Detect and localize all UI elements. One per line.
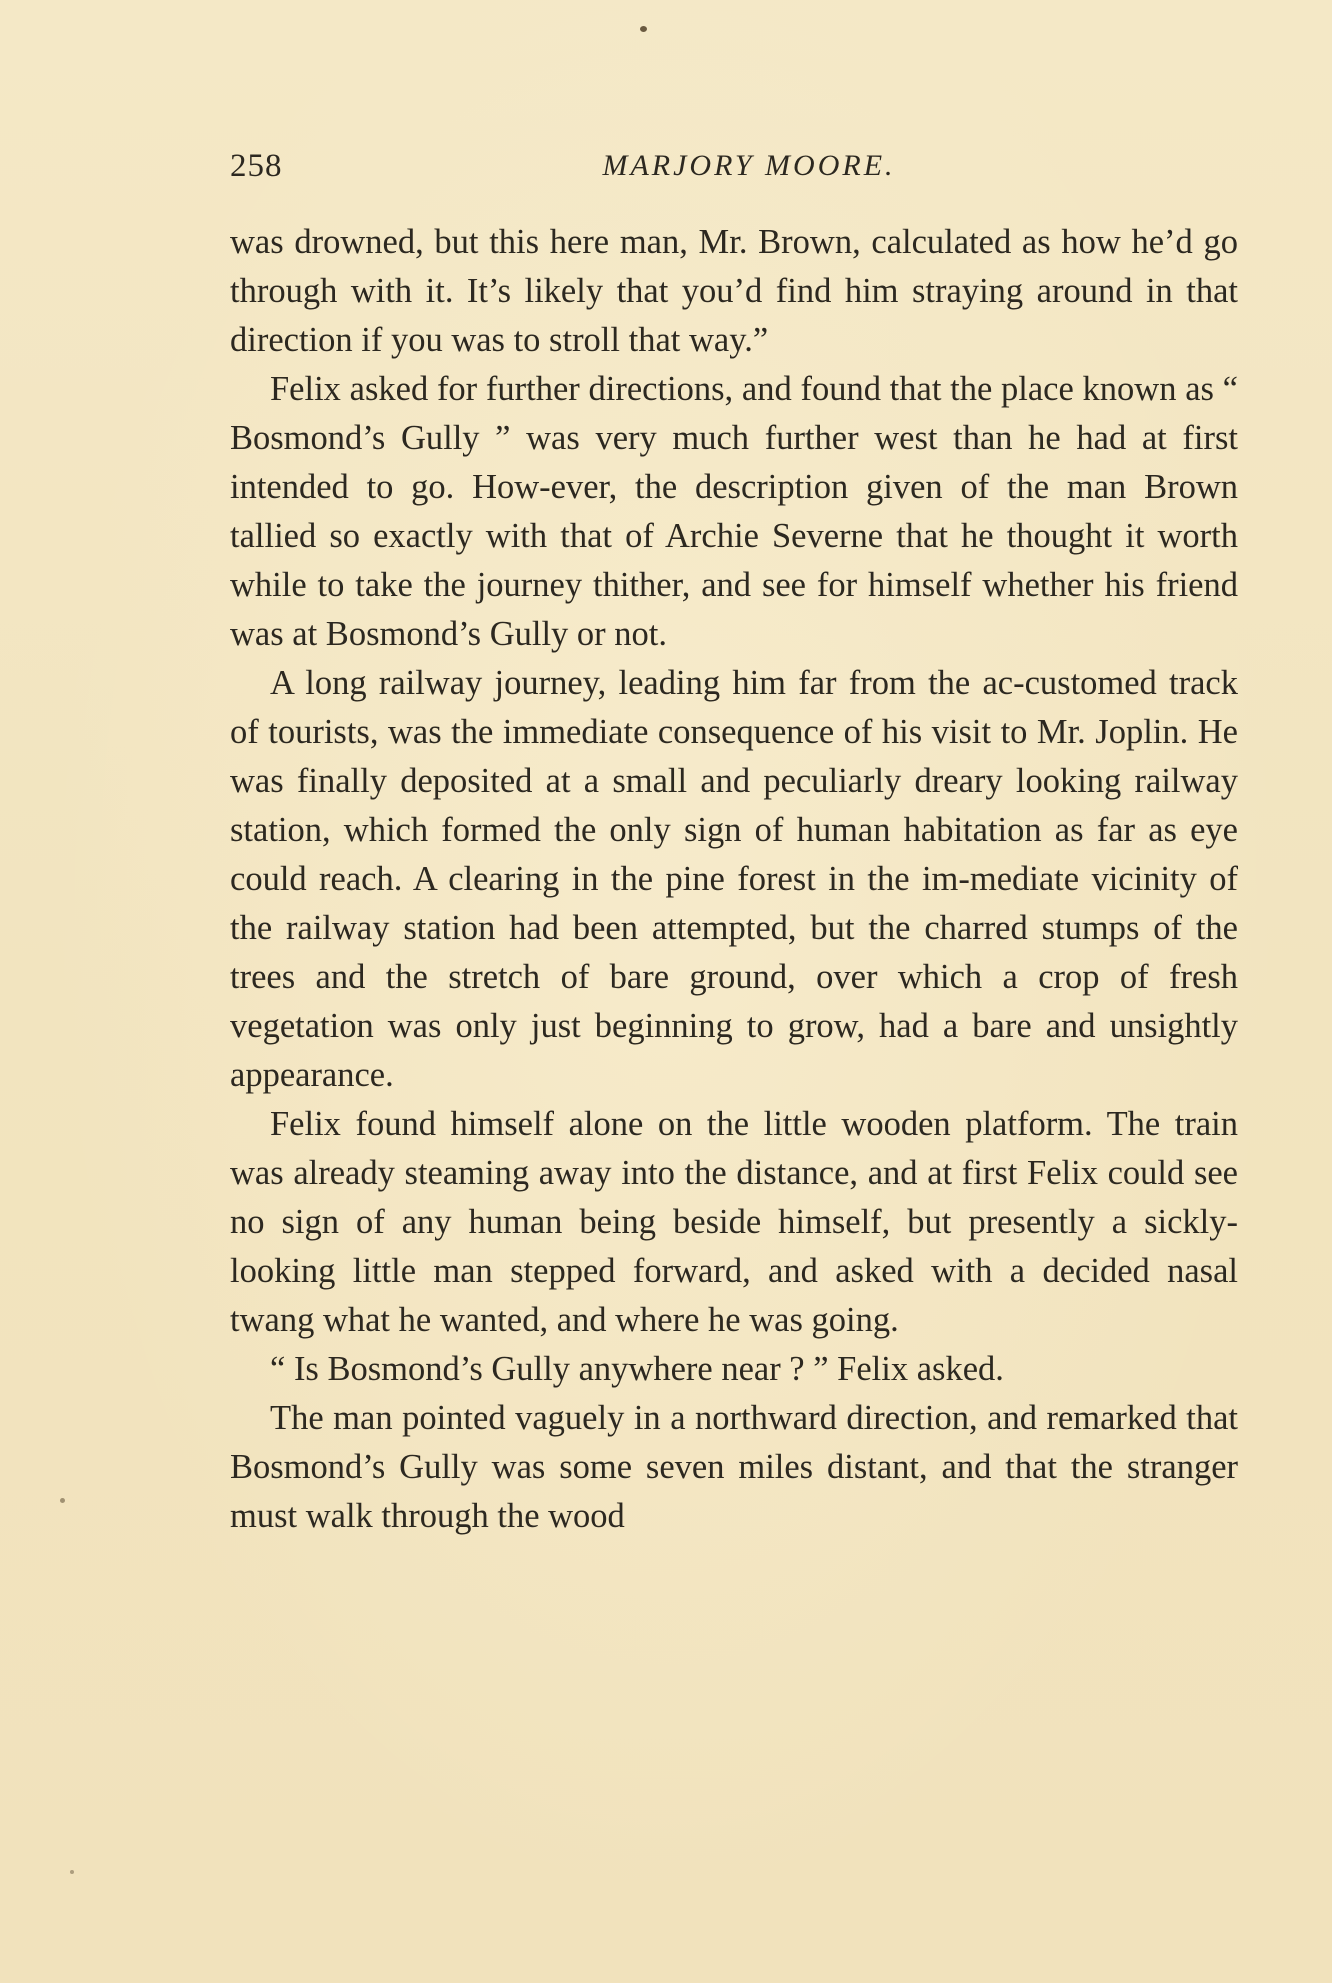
body-text	[230, 218, 1238, 1541]
running-title: MARJORY MOORE.	[602, 149, 896, 182]
ink-speck	[60, 1498, 65, 1503]
paragraph: A long railway journey, leading him far from the ac-customed track of tourists, was the immediate consequence of his visit to Mr. Joplin. He was finally deposited at a small and peculiarly dreary looking railway station, which formed the only sign of human habitation as far as eye could reach. A clearing in the pine forest in the im-mediate vicinity of the railway station had been attempted, but the charred stumps of the trees and the stretch of bare ground, over which a crop of fresh vegetation was only just beginning to grow, had a bare and unsightly appearance.	[230, 664, 1238, 1094]
paragraph: Felix found himself alone on the little wooden platform. The train was already steaming away into the distance, and at first Felix could see no sign of any human being beside himself, but presently a sickly-looking little man stepped forward, and asked with a decided nasal twang what he wanted, and where he was going.	[230, 1105, 1238, 1339]
paragraph: was drowned, but this here man, Mr. Brown, calculated as how he’d go through with it. It’s likely that you’d find him straying around in that direction if you was to stroll that way.”	[230, 223, 1238, 359]
paragraph: Felix asked for further directions, and found that the place known as “ Bosmond’s Gully ” was very much further west than he had at first intended to go. How-ever, the description given of the man Brown tallied so exactly with that of Archie Severne that he thought it worth while to take the journey thither, and see for himself whether his friend was at Bosmond’s Gully or not.	[230, 370, 1238, 653]
page-number: 258	[230, 148, 283, 184]
running-head	[230, 146, 1238, 186]
paragraph: The man pointed vaguely in a northward direction, and remarked that Bosmond’s Gully was some seven miles distant, and that the stranger must walk through the wood	[230, 1399, 1238, 1535]
ink-speck	[640, 26, 647, 32]
ink-speck	[70, 1870, 74, 1874]
paragraph: “ Is Bosmond’s Gully anywhere near ? ” Felix asked.	[270, 1350, 1004, 1388]
